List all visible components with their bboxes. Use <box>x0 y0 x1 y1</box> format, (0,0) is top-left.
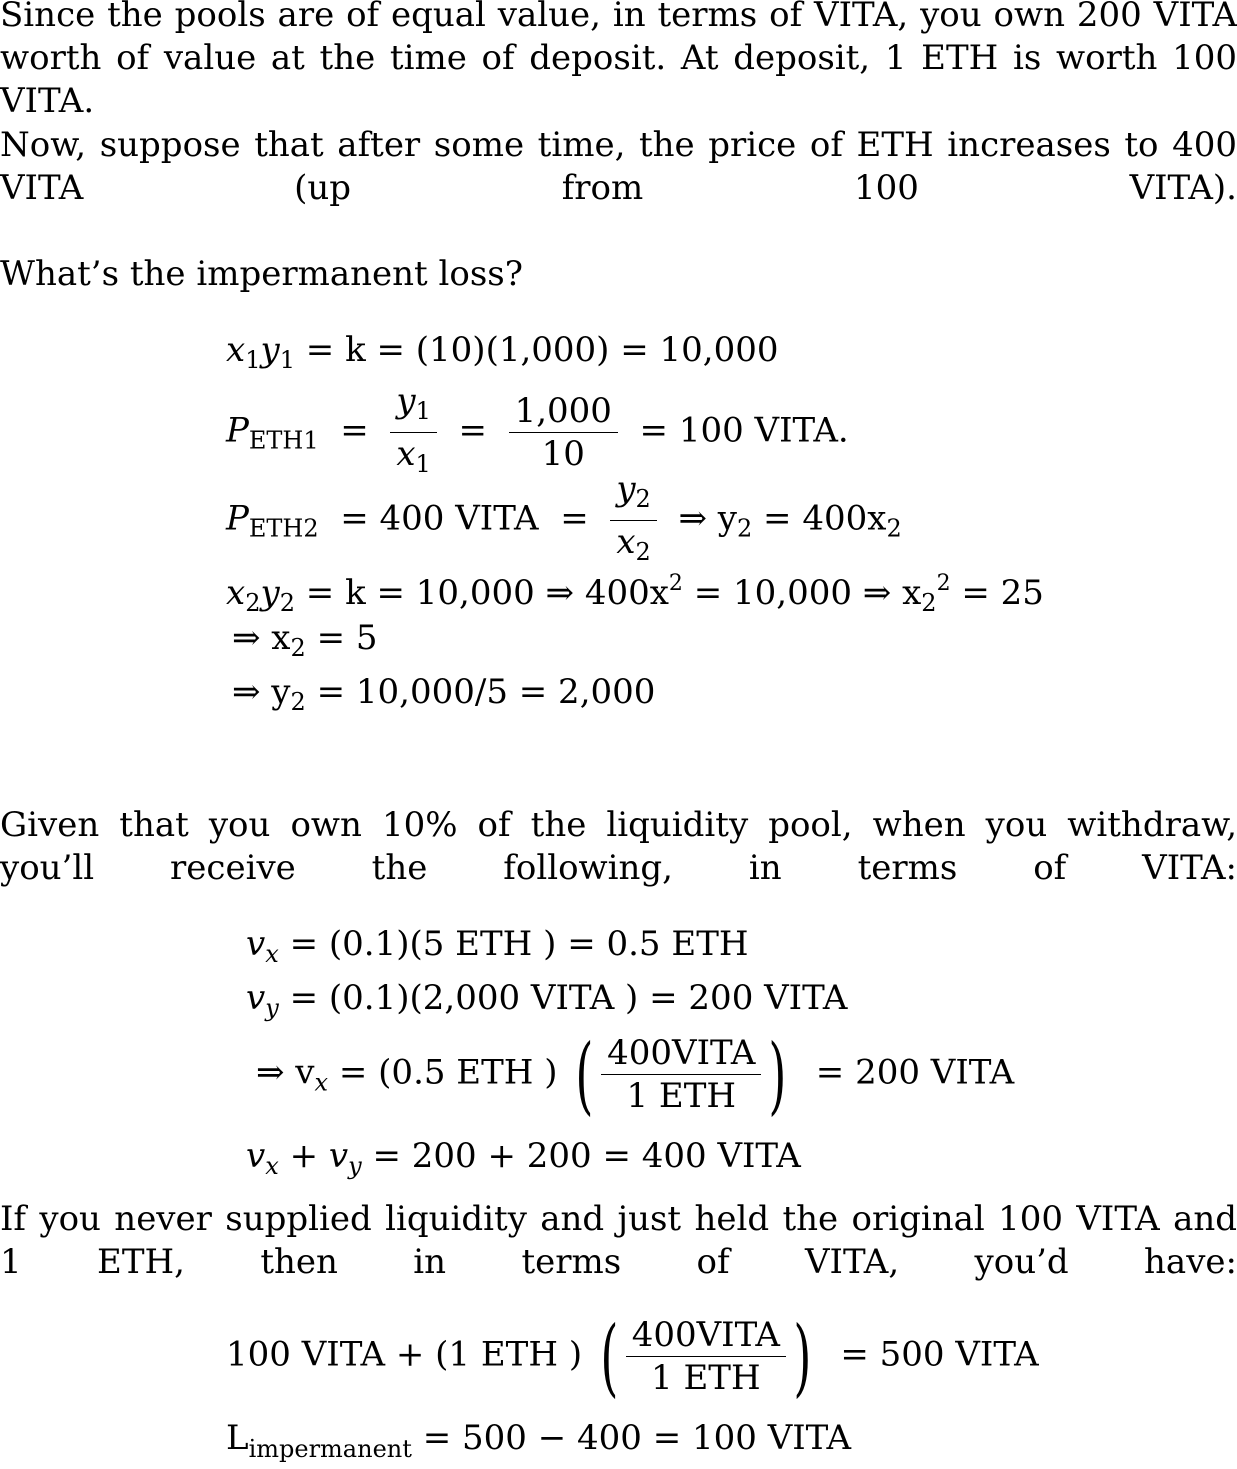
equation-vx: $v_x = (0.1)(5$ ETH ) = 0.5 ETH <box>246 924 749 968</box>
fraction-y2-x2: $\frac{y_2}{x_2}$ <box>610 468 657 573</box>
paragraph-hold: If you never supplied liquidity and just held the original 100 VITA and 1 ETH, then in terms of VITA, you’d have: <box>0 1199 1237 1282</box>
fraction-y1-x1: $\frac{y_1}{x_1}$ <box>390 380 437 485</box>
equation-vx-converted: ⇒ $v_x = (0.5$ ETH ) ( $\frac{\text{400VITA}}{\text{1 ETH}}$ ) = 200 VITA <box>256 1025 1015 1124</box>
equation-price-eth1: $P_{ETH1}$ = $\frac{y_1}{x_1}$ = $\frac{1,000}{10}$ = 100 VITA. <box>226 380 849 485</box>
paragraph-deposit-value: Since the pools are of equal value, in terms of VITA, you own 200 VITA worth of value at the time of deposit. At deposit, 1 ETH is worth 100 VITA. <box>0 0 1237 121</box>
equation-price-eth2: $P_{ETH2} = 400$ VITA = $\frac{y_2}{x_2}$ ⇒ $y_2 = 400x_2$ <box>226 468 902 573</box>
equation-hold-value: 100 VITA + (1 ETH ) ( $\frac{\text{400VITA}}{\text{1 ETH}}$ ) = 500 VITA <box>226 1307 1039 1406</box>
equation-x2-result: ⇒ $x_2 = 5$ <box>232 618 378 662</box>
fraction-400vita-1eth-2: $\frac{\text{400VITA}}{\text{1 ETH}}$ <box>626 1314 786 1399</box>
fraction-1000-10: $\frac{1,000}{10}$ <box>509 390 618 475</box>
equation-solve-x2: $x_2y_2 = k = 10,000$ ⇒ $400x^2 = 10,000$ ⇒ $x_2^2 = 25$ <box>226 571 1044 617</box>
equation-y2-result: ⇒ $y_2 = 10,000/5 = 2,000$ <box>232 672 656 716</box>
paragraph-price-increase: Now, suppose that after some time, the price of ETH increases to 400 VITA (up from 100 VITA). <box>0 125 1237 208</box>
paragraph-question: What’s the impermanent loss? <box>0 254 523 294</box>
equation-vx-plus-vy: $v_x + v_y = 200 + 200 = 400$ VITA <box>246 1136 801 1180</box>
equation-constant-product: $x_1y_1 = k = (10)(1,000) = 10,000$ <box>226 330 779 374</box>
fraction-400vita-1eth: $\frac{\text{400VITA}}{\text{1 ETH}}$ <box>601 1032 761 1117</box>
equation-impermanent-loss: $L_{impermanent} = 500 - 400 = 100$ VITA <box>226 1418 852 1463</box>
equation-vy: $v_y = (0.1)(2,000$ VITA ) = 200 VITA <box>246 978 848 1022</box>
paragraph-withdraw: Given that you own 10% of the liquidity pool, when you withdraw, you’ll receive the following, in terms of VITA: <box>0 805 1237 888</box>
